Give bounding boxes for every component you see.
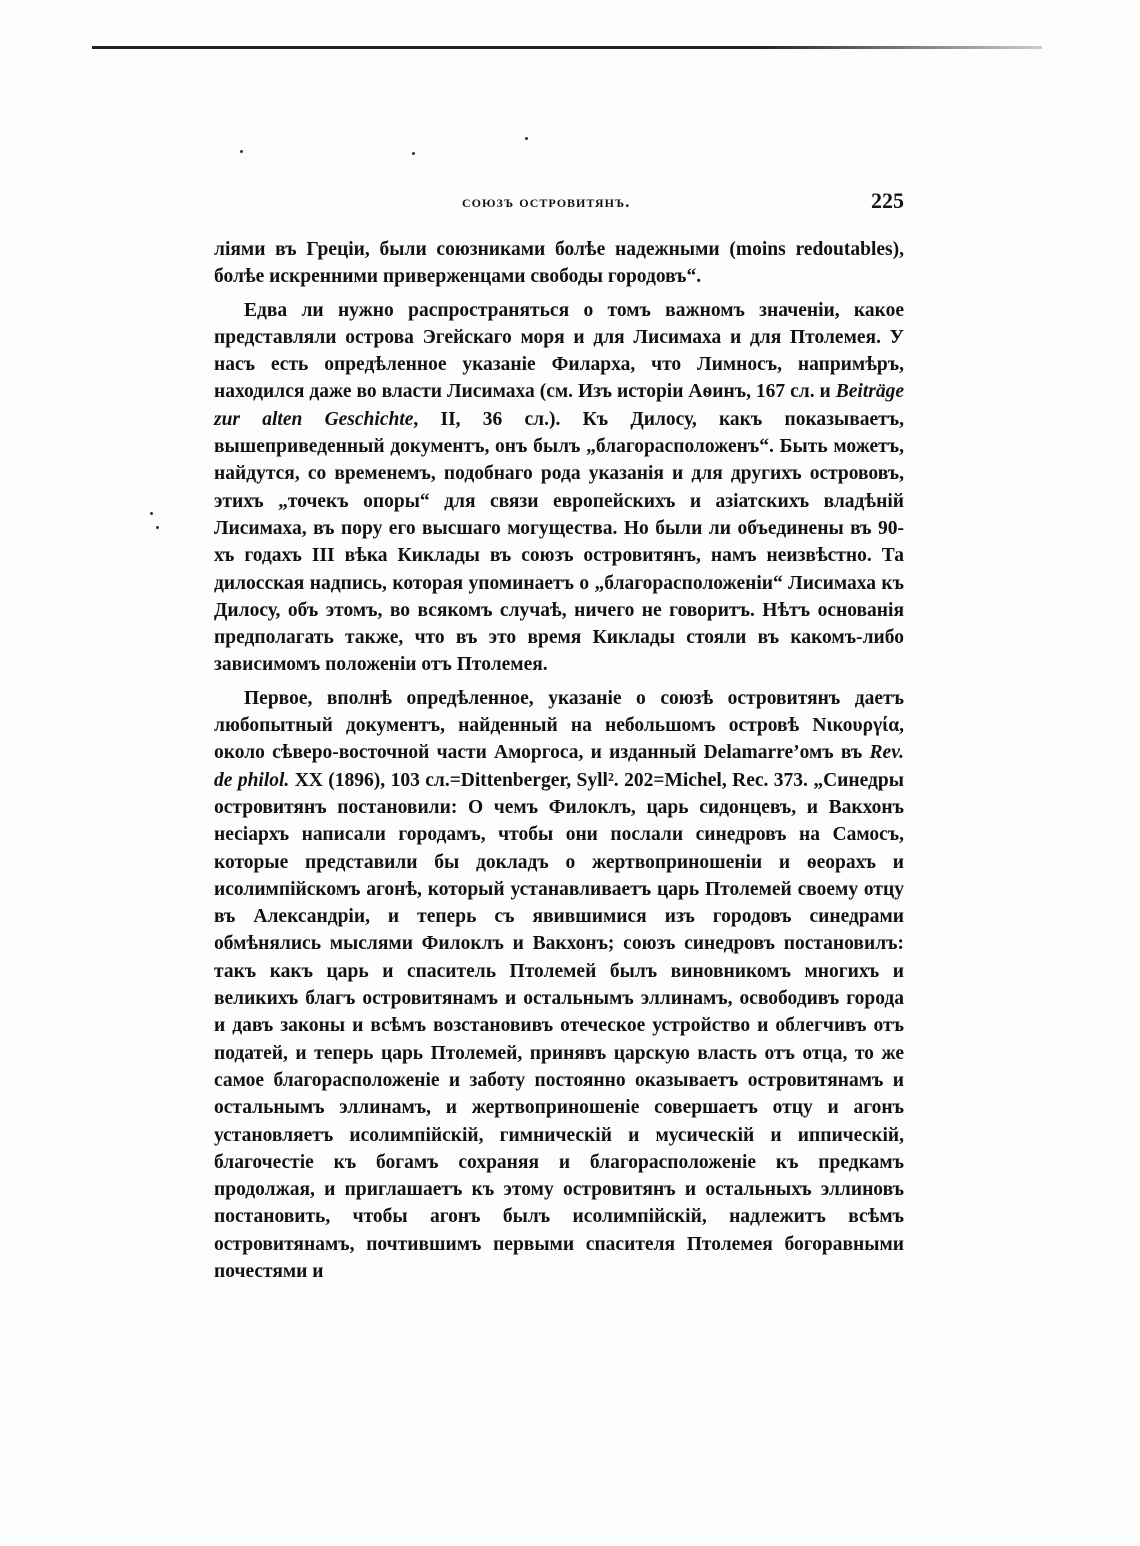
page-header: [214, 188, 904, 218]
scan-speck: [156, 526, 159, 529]
text-segment: Едва ли нужно распространяться о томъ важномъ значеніи, какое представляли острова Эгейскаго моря и для Лисимаха и для Птолемея. У насъ есть опредѣленное указаніе Филарха, что Лимносъ, напримѣръ, находился даже во власти Лисимаха (см. Изъ исторіи Аѳинъ, 167 сл. и: [214, 299, 904, 403]
text-segment: Первое, вполнѣ опредѣленное, указаніе о союзѣ островитянъ даетъ любопытный документъ, найденный на небольшомъ островѣ Νικουργία, около сѣверо-восточной части Аморгоса, и изданный Delamarre’омъ въ: [214, 687, 904, 764]
italic-title: Beiträge zur alten Geschichte: [214, 381, 904, 430]
text-segment: ліями въ Греціи, были союзниками болѣе надежными (moins redoutables), болѣе искренними приверженцами свободы городовъ“.: [214, 239, 904, 288]
body-text: [214, 236, 904, 1285]
scan-speck: [150, 512, 153, 515]
page-number: 225: [871, 188, 904, 213]
running-title: союзъ островитянъ.: [462, 192, 631, 211]
paragraph-continued: [214, 236, 904, 291]
text-segment: XX (1896), 103 сл.=Dittenberger, Syll². 202=Michel, Rec. 373. „Синедры островитянъ постановили: О чемъ Филоклъ, царь сидонцевъ, и Вакхонъ несіархъ написали городамъ, чтобы они послали синедровъ на Самосъ, которые представили бы докладъ о жертвоприношеніи и ѳеорахъ и исолимпійскомъ агонѣ, который устанавливаетъ царь Птолемей своему отцу въ Александріи, и теперь съ явившимися изъ городовъ синедрами обмѣнялись мыслями Филоклъ и Вакхонъ; союзъ синедровъ постановилъ: такъ какъ царь и спаситель Птолемей былъ виновникомъ многихъ и великихъ благъ островитянамъ и остальнымъ эллинамъ, освободивъ города и давъ законы и всѣмъ возстановивъ отеческое устройство и облегчивъ отъ податей, и теперь царь Птолемей, принявъ царскую власть отъ отца, то же самое благорасположеніе и заботу постоянно оказываетъ островитянамъ и остальнымъ эллинамъ, и жертвоприношеніе совершаетъ отцу и агонъ установляетъ исолимпійскій, гимническій и мусическій и иппическій, благочестіе къ богамъ сохраняя и благорасположеніе къ предкамъ продолжая, и приглашаетъ къ этому островитянъ и остальныхъ эллиновъ постановить, чтобы агонъ былъ исолимпійскій, надлежитъ всѣмъ островитянамъ, почтившимъ первыми спасителя Птолемея богоравными почестями и: [214, 769, 904, 1282]
italic-title: Rev. de philol.: [214, 742, 904, 791]
paragraph-islands-significance: [214, 297, 904, 679]
scan-speck: [240, 150, 243, 153]
scan-speck: [525, 137, 528, 140]
top-rule-divider: [92, 46, 1042, 49]
paragraph-nikouria-decree: [214, 685, 904, 1286]
text-segment: , II, 36 сл.). Къ Дилосу, какъ показываетъ, вышеприведенный документъ, онъ былъ „благорасположенъ“. Быть можетъ, найдутся, со временемъ, подобнаго рода указанія и для другихъ острововъ, этихъ „точекъ опоры“ для связи европейскихъ и азіатскихъ владѣній Лисимаха, въ пору его высшаго могущества. Но были ли объединены въ 90-хъ годахъ III вѣка Киклады въ союзъ островитянъ, намъ неизвѣстно. Та дилосская надпись, которая упоминаетъ о „благорасположеніи“ Лисимаха къ Дилосу, объ этомъ, во всякомъ случаѣ, ничего не говоритъ. Нѣтъ основанія предполагать также, что въ это время Киклады стояли въ какомъ-либо зависимомъ положеніи отъ Птолемея.: [214, 408, 904, 676]
scan-speck: [412, 152, 415, 155]
